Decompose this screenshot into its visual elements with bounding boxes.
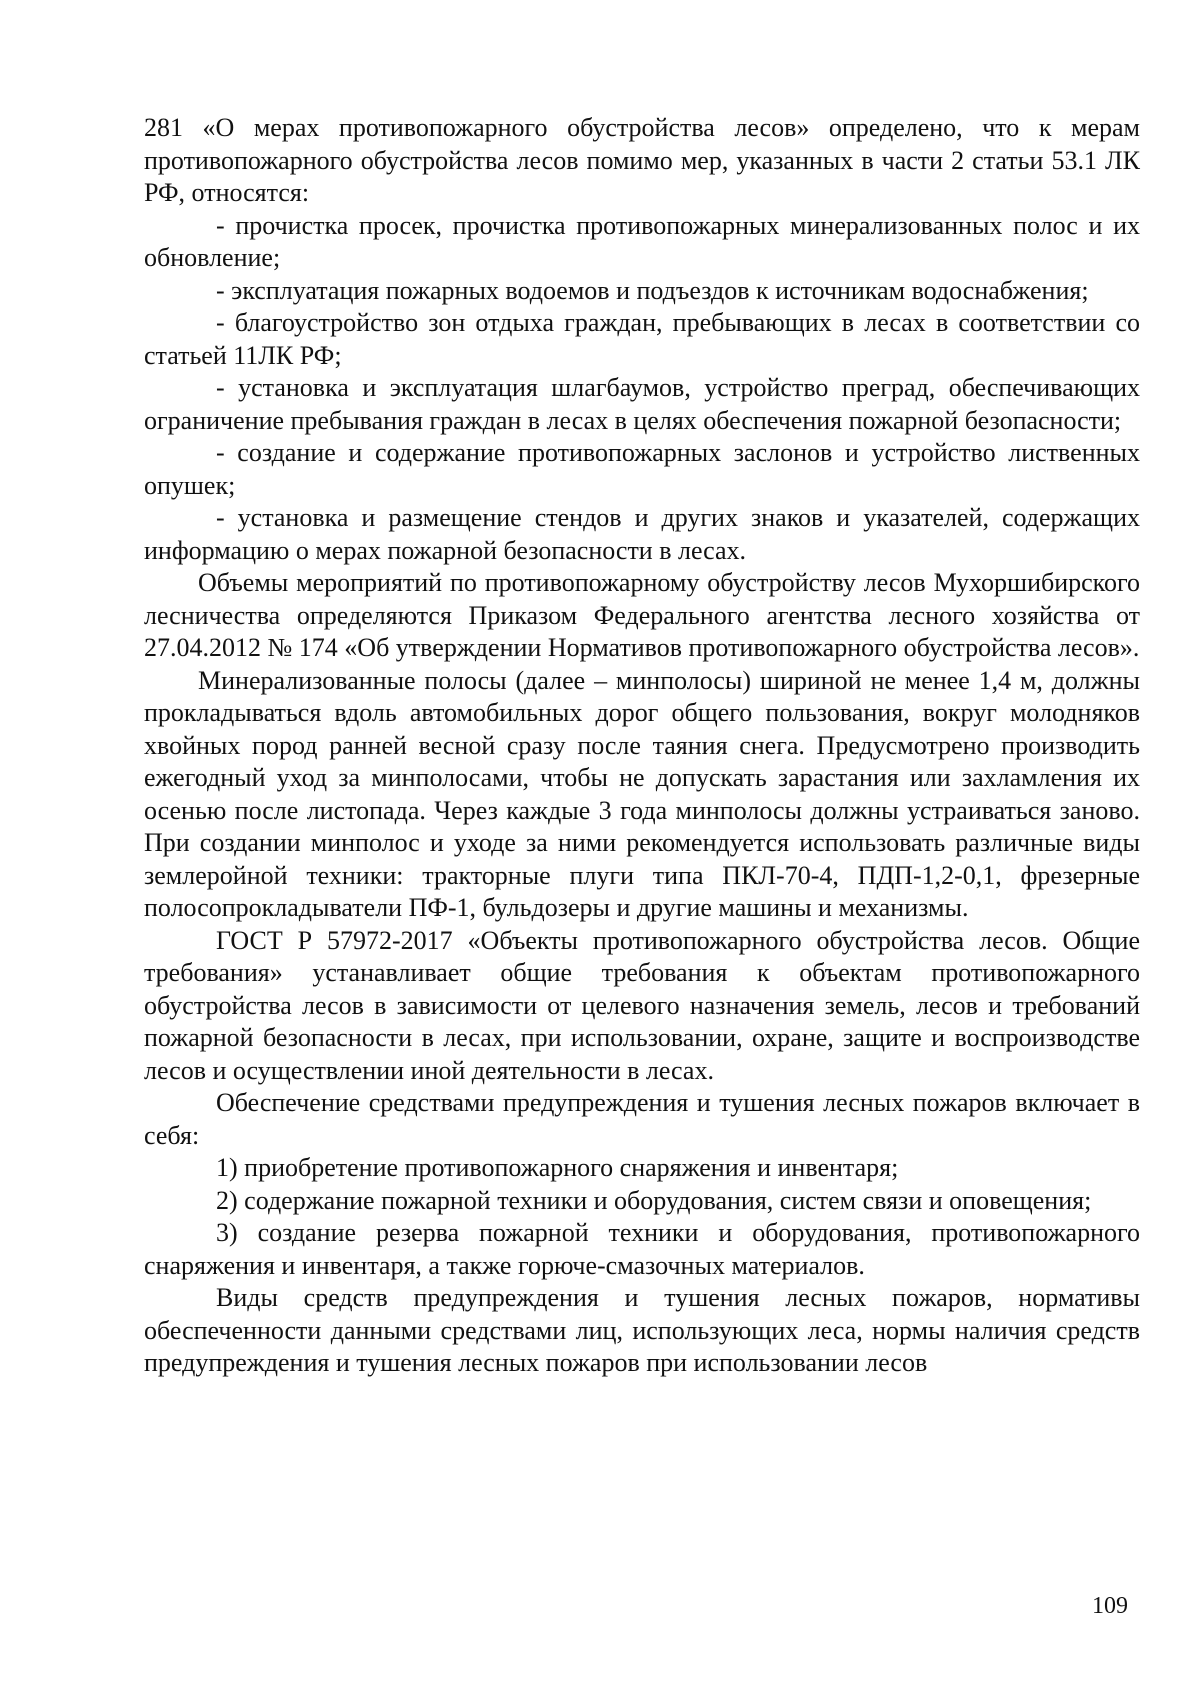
list-item-5: - создание и содержание противопожарных заслонов и устройство лиственных опушек; <box>144 438 1140 500</box>
page-number: 109 <box>1092 1593 1128 1619</box>
paragraph-2: Объемы мероприятий по противопожарному обустройству лесов Мухоршибирского лесничества определяются Приказом Федерального агентства лесного хозяйства от 27.04.2012 № 174 «Об утверждении Нормативов противопожарного обустройства лесов». <box>144 568 1140 662</box>
paragraph-5: Обеспечение средствами предупреждения и тушения лесных пожаров включает в себя: <box>144 1088 1140 1150</box>
paragraph-3: Минерализованные полосы (далее – минполосы) шириной не менее 1,4 м, должны прокладываться вдоль автомобильных дорог общего пользования, вокруг молодняков хвойных пород ранней весной сразу после таяния снега. Предусмотрено производить ежегодный уход за минполосами, чтобы не допускать зарастания или захламления их осенью после листопада. Через каждые 3 года минполосы должны устраиваться заново. При создании минполос и уходе за ними рекомендуется использовать различные виды землеройной техники: тракторные плуги типа ПКЛ-70-4, ПДП-1,2-0,1, фрезерные полосопрокладыватели ПФ-1, бульдозеры и другие машины и механизмы. <box>144 665 1140 922</box>
paragraph-1: 281 «О мерах противопожарного обустройства лесов» определено, что к мерам противопожарного обустройства лесов помимо мер, указанных в части 2 статьи 53.1 ЛК РФ, относятся: <box>144 113 1140 207</box>
paragraph-6: Виды средств предупреждения и тушения лесных пожаров, нормативы обеспеченности данными средствами лиц, использующих леса, нормы наличия средств предупреждения и тушения лесных пожаров при использовании лесов <box>144 1283 1140 1377</box>
list-item-4: - установка и эксплуатация шлагбаумов, устройство преград, обеспечивающих ограничение пребывания граждан в лесах в целях обеспечения пожарной безопасности; <box>144 373 1140 435</box>
list-item-3: - благоустройство зон отдыха граждан, пребывающих в лесах в соответствии со статьей 11ЛК РФ; <box>144 308 1140 370</box>
list-item-6: - установка и размещение стендов и других знаков и указателей, содержащих информацию о мерах пожарной безопасности в лесах. <box>144 503 1140 565</box>
list-item-2: - эксплуатация пожарных водоемов и подъездов к источникам водоснабжения; <box>216 275 1089 305</box>
paragraph-4: ГОСТ Р 57972-2017 «Объекты противопожарного обустройства лесов. Общие требования» устанавливает общие требования к объектам противопожарного обустройства лесов в зависимости от целевого назначения земель, лесов и требований пожарной безопасности в лесах, при использовании, охране, защите и воспроизводстве лесов и осуществлении иной деятельности в лесах. <box>144 925 1140 1085</box>
numbered-item-1: 1) приобретение противопожарного снаряжения и инвентаря; <box>216 1153 899 1182</box>
numbered-item-3: 3) создание резерва пожарной техники и оборудования, противопожарного снаряжения и инвентаря, а также горюче-смазочных материалов. <box>144 1218 1140 1280</box>
numbered-item-2: 2) содержание пожарной техники и оборудования, систем связи и оповещения; <box>216 1185 1092 1215</box>
body-text <box>144 112 1140 1380</box>
list-item-1: - прочистка просек, прочистка противопожарных минерализованных полос и их обновление; <box>144 210 1140 272</box>
